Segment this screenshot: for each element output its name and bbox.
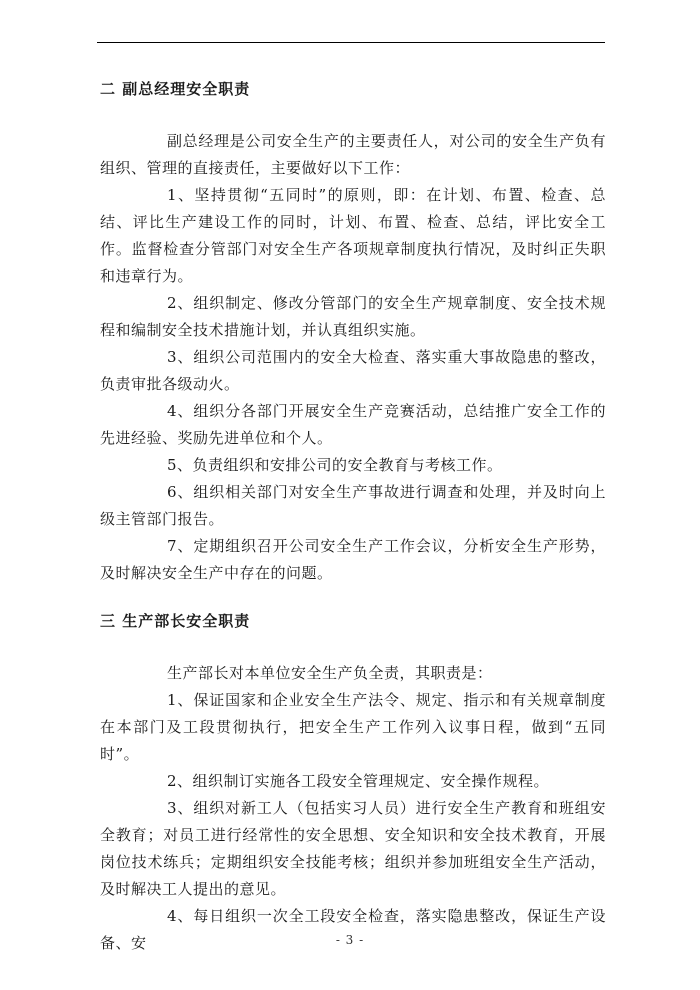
paragraph: 4、组织分各部门开展安全生产竞赛活动，总结推广安全工作的先进经验、奖励先进单位和个人。 (100, 402, 606, 447)
header-rule (97, 42, 605, 43)
paragraph: 1、坚持贯彻“五同时”的原则，即：在计划、布置、检查、总结、评比生产建设工作的同时，计划、布置、检查、总结，评比安全工作。监督检查分管部门对安全生产各项规章制度执行情况，及时纠正失职和违章行为。 (100, 186, 606, 285)
paragraph: 5、负责组织和安排公司的安全教育与考核工作。 (167, 456, 503, 474)
page-number: - 3 - (335, 933, 365, 947)
paragraph: 4、每日组织一次全工段安全检查，落实隐患整改，保证生产设备、安 (100, 907, 606, 952)
paragraph: 生产部长对本单位安全生产负全责，其职责是： (167, 664, 493, 682)
document-body (100, 76, 606, 957)
paragraph: 副总经理是公司安全生产的主要责任人，对公司的安全生产负有组织、管理的直接责任，主要做好以下工作： (100, 132, 606, 177)
paragraph: 3、组织对新工人（包括实习人员）进行安全生产教育和班组安全教育；对员工进行经常性的安全思想、安全知识和安全技术教育，开展岗位技术练兵；定期组织安全技能考核；组织并参加班组安全生产活动，及时解决工人提出的意见。 (100, 799, 606, 898)
paragraph: 1、保证国家和企业安全生产法令、规定、指示和有关规章制度在本部门及工段贯彻执行，把安全生产工作列入议事日程，做到“五同时”。 (100, 691, 606, 763)
paragraph: 6、组织相关部门对安全生产事故进行调查和处理，并及时向上级主管部门报告。 (100, 483, 606, 528)
paragraph: 3、组织公司范围内的安全大检查、落实重大事故隐患的整改，负责审批各级动火。 (100, 348, 606, 393)
paragraph: 2、组织制定、修改分管部门的安全生产规章制度、安全技术规程和编制安全技术措施计划，并认真组织实施。 (100, 294, 606, 339)
section-heading-production-chief: 三 生产部长安全职责 (100, 612, 251, 630)
paragraph: 7、定期组织召开公司安全生产工作会议，分析安全生产形势，及时解决安全生产中存在的问题。 (100, 537, 606, 582)
section-heading-deputy-gm: 二 副总经理安全职责 (100, 80, 251, 98)
paragraph: 2、组织制订实施各工段安全管理规定、安全操作规程。 (167, 772, 550, 790)
